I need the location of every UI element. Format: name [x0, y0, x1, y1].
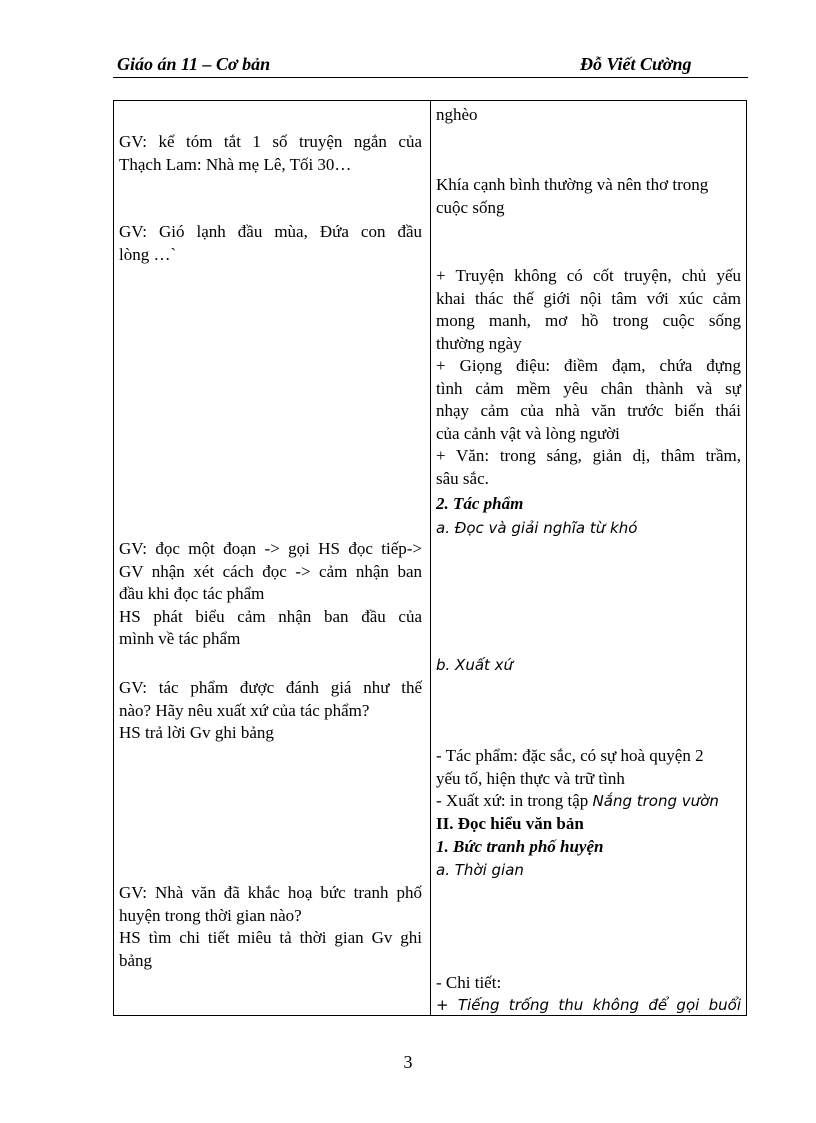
left-reading-activity: GV: đọc một đoạn -> gọi HS đọc tiếp-> GV nhận xét cách đọc -> cảm nhận ban đầu khi đọc tác phẩm HS phát biểu cảm nhận ban đầu của mình về tác phẩm	[119, 539, 422, 648]
header-author: Đỗ Viết Cường	[580, 54, 692, 74]
left-teacher-stories: GV: Gió lạnh đầu mùa, Đứa con đầu lòng …`	[119, 222, 422, 264]
header-divider	[113, 77, 748, 78]
left-time-question: GV: Nhà văn đã khắc hoạ bức tranh phố huyện trong thời gian nào? HS tìm chi tiết miêu tả thời gian Gv ghi bảng	[119, 883, 422, 970]
subheading-origin: b. Xuất xứ	[436, 656, 514, 674]
right-everyday-aspect: Khía cạnh bình thường và nên thơ trong cuộc sống	[436, 175, 709, 217]
lesson-table	[113, 100, 747, 1016]
right-details-label: - Chi tiết:	[436, 973, 502, 992]
subheading-reading: a. Đọc và giải nghĩa từ khó	[436, 519, 638, 537]
heading-town-picture: 1. Bức tranh phố huyện	[436, 837, 604, 856]
right-continuation-word: nghèo	[436, 105, 478, 124]
right-style-notes: + Truyện không có cốt truyện, chủ yếu khai thác thế giới nội tâm với xúc cảm mong manh, mơ hồ trong cuộc sống thường ngày + Giọng điệu: điềm đạm, chứa đựng tình cảm mềm yêu chân thành và sự nhạy cảm của nhà văn trước biến thái của cảnh vật và lòng người + Văn: trong sáng, giản dị, thâm trầm, sâu sắc.	[436, 266, 741, 488]
header-course-title: Giáo án 11 – Cơ bản	[117, 54, 271, 74]
heading-work: 2. Tác phẩm	[436, 494, 524, 513]
page-number: 3	[403, 1052, 413, 1072]
left-teacher-summary: GV: kể tóm tắt 1 số truyện ngắn của Thạch Lam: Nhà mẹ Lê, Tối 30…	[119, 132, 422, 174]
left-work-evaluation: GV: tác phẩm được đánh giá như thế nào? Hãy nêu xuất xứ của tác phẩm? HS trả lời Gv ghi bảng	[119, 678, 422, 742]
column-divider	[430, 101, 431, 1015]
heading-text-analysis: II. Đọc hiểu văn bản	[436, 814, 584, 833]
origin-book-title: Nắng trong vườn	[592, 792, 719, 810]
subheading-time: a. Thời gian	[436, 861, 524, 879]
right-work-origin: - Tác phẩm: đặc sắc, có sự hoà quyện 2 yếu tố, hiện thực và trữ tình - Xuất xứ: in trong tập Nắng trong vườn	[436, 746, 719, 810]
origin-prefix: - Xuất xứ: in trong tập	[436, 791, 593, 810]
right-drum-detail: + Tiếng trống thu không để gọi buổi	[436, 996, 741, 1014]
